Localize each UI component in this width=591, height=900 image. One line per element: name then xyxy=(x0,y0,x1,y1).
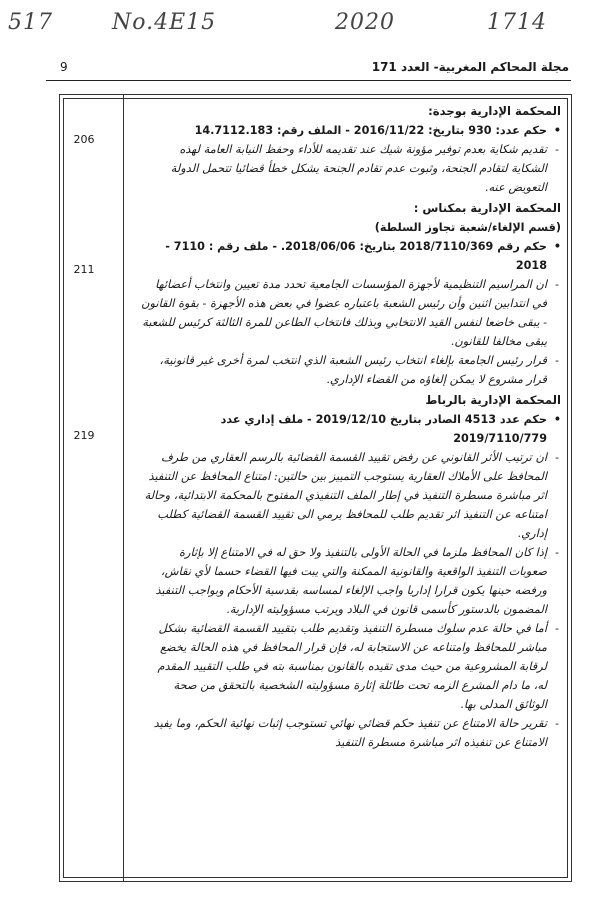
court-heading: المحكمة الإدارية بالرباط xyxy=(425,393,561,407)
ruling-summary: - إذا كان المحافظ ملزما في الحالة الأولى بالتنفيذ ولا حق له في الامتناع إلا بإثارة صعوبات التنفيذ الواقعية والقانونية الممكنة والتي يبت فيها القضاء حسما لأي نقاش، ورفضه حينها يكون قرارا إداريا واجب الإلغاء لمساسه بقدسية الأحكام وبواجب التنفيذ المضمون بالدستور كأسمى قانون في البلاد ويرتب مسؤوليته الإدارية. xyxy=(141,543,561,619)
margin-divider xyxy=(123,95,124,881)
court-heading: المحكمة الإدارية بمكناس : xyxy=(413,201,561,215)
ruling-summary: - قرار رئيس الجامعة بإلغاء انتخاب رئيس الشعبة الذي انتخب لمرة أخرى غير قانونية، قرار مشروع لا يمكن إلغاؤه من القضاء الإداري. xyxy=(141,351,561,389)
journal-title: مجلة المحاكم المغربية- العدد 171 xyxy=(371,60,569,74)
handwritten-note: 2020 xyxy=(335,10,395,35)
page-header xyxy=(46,56,571,81)
ruling-summary: - تقديم شكاية بعدم توفير مؤونة شيك عند تقديمه للأداء وحفظ النيابة العامة لهذه الشكاية لتقادم الجنحة، وثبوت عدم تقادم الجنحة يشكل خطأ قضائيا تتحمل الدولة التعويض عنه. xyxy=(141,140,561,197)
ruling-summary: - ان ترتيب الأثر القانوني عن رفض تقييد القسمة القضائية بالرسم العقاري من طرف المحافظ على الأملاك العقارية يستوجب التمييز بين حالتين: امتناع المحافظ عن التنفيذ اثر مباشرة مسطرة التنفيذ في إطار الملف التنفيذي المفتوح بالمحكمة الابتدائية، وحالة امتناعه عن التنفيذ اثر تقديم طلب للمحافظ يرمي الى تقييد القسمة القضائية كطلب إداري. xyxy=(141,448,561,543)
court-heading: المحكمة الإدارية بوجدة: xyxy=(428,104,561,118)
handwritten-note: 1714 xyxy=(487,10,547,35)
ruling-summary: - ان المراسيم التنظيمية لأجهزة المؤسسات الجامعية تحدد مدة تعيين وانتخاب أعضائها في انتدابين اثنين وأن رئيس الشعبة باعتباره عضوا في بعض هذه الأجهزة - بقوة القانون - يبقى خاضعا لنفس القيد الانتخابي وبذلك فانتخاب الطاعن للمرة الثالثة كرئيس للشعبة يبقى مخالفا للقانون. xyxy=(141,275,561,351)
ruling-summary: - أما في حالة عدم سلوك مسطرة التنفيذ وتقديم طلب بتقييد القسمة القضائية بشكل مباشر للمحافظ وامتناعه عن الاستجابة له، فإن قرار المحافظ في هذه الحالة يخضع لرقابة المشروعية من حيث مدى تقيده بالقانون بمناسبة بته في طلب التقييد المقدم له، ما دام المشرع الزمه تحت طائلة إثارة مسؤوليته الشخصية بالتحقق من صحة الوثائق المدلى بها. xyxy=(141,619,561,714)
handwritten-annotations xyxy=(0,4,591,44)
ruling-summary: - تقرير حالة الامتناع عن تنفيذ حكم قضائي نهائي تستوجب إثبات نهائية الحكم، وما يفيد الامتناع عن تنفيذه اثر مباشرة مسطرة التنفيذ xyxy=(141,714,561,752)
court-subheading: (قسم الإلغاء/شعبة تجاوز السلطة) xyxy=(374,221,561,234)
ruling-reference: • حكم عدد 4513 الصادر بتاريخ 2019/12/10 - ملف إداري عدد 2019/7110/779 xyxy=(141,410,561,448)
rulings-content xyxy=(141,102,561,752)
ruling-reference: • حكم رقم 2018/7110/369 بتاريخ: 2018/06/06. - ملف رقم : 7110 - 2018 xyxy=(141,237,561,275)
ruling-reference: • حكم عدد: 930 بتاريخ: 2016/11/22 - الملف رقم: 14.7112.183 xyxy=(141,121,561,140)
reference-number: 206 xyxy=(73,133,95,146)
handwritten-note: 517 xyxy=(8,10,53,35)
handwritten-note: No.4E15 xyxy=(112,10,217,35)
reference-number: 219 xyxy=(73,429,95,442)
reference-number: 211 xyxy=(73,263,95,276)
page-number: 9 xyxy=(60,60,68,74)
